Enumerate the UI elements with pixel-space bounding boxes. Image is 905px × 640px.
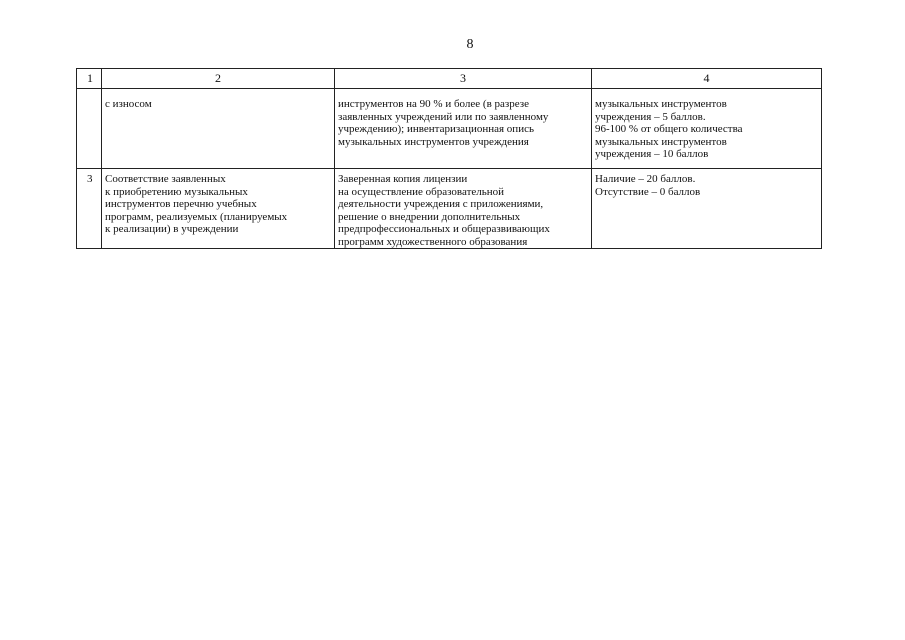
criteria-table bbox=[76, 68, 822, 249]
table-row bbox=[77, 89, 822, 169]
row-number-cell: 3 bbox=[77, 169, 102, 249]
column-header-2: 2 bbox=[102, 69, 335, 89]
criterion-cell: Соответствие заявленных к приобретению музыкальных инструментов перечню учебных программ, реализуемых (планируемых к реализации) в учреждении bbox=[102, 169, 335, 249]
column-header-3: 3 bbox=[335, 69, 592, 89]
scores-cell: музыкальных инструментов учреждения – 5 баллов. 96-100 % от общего количества музыкальных инструментов учреждения – 10 баллов bbox=[592, 89, 822, 169]
criterion-cell: с износом bbox=[102, 89, 335, 169]
table-row bbox=[77, 169, 822, 249]
documents-cell: Заверенная копия лицензии на осуществление образовательной деятельности учреждения с приложениями, решение о внедрении дополнительных предпрофессиональных и общеразвивающих программ художественного образования bbox=[335, 169, 592, 249]
scores-cell: Наличие – 20 баллов. Отсутствие – 0 баллов bbox=[592, 169, 822, 249]
page-number: 8 bbox=[466, 37, 474, 52]
table-header-row bbox=[77, 69, 822, 89]
column-header-4: 4 bbox=[592, 69, 822, 89]
row-number-cell bbox=[77, 89, 102, 169]
column-header-1: 1 bbox=[77, 69, 102, 89]
documents-cell: инструментов на 90 % и более (в разрезе заявленных учреждений или по заявленному учреждению); инвентаризационная опись музыкальных инструментов учреждения bbox=[335, 89, 592, 169]
